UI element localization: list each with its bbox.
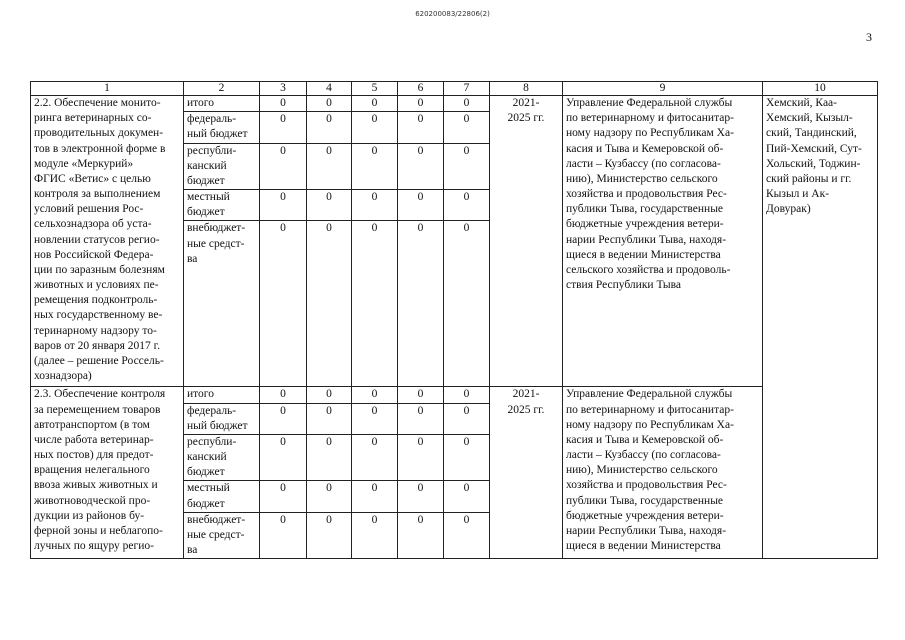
funding-value: 0 [398,112,444,143]
funding-value: 0 [260,387,307,403]
column-header-4: 4 [307,82,352,96]
funding-value: 0 [444,481,490,512]
funding-value: 0 [307,403,352,434]
funding-value: 0 [307,434,352,481]
column-header-8: 8 [490,82,563,96]
funding-value: 0 [444,221,490,387]
funding-value: 0 [352,112,398,143]
column-header-7: 7 [444,82,490,96]
funding-value: 0 [398,190,444,221]
funding-value: 0 [352,403,398,434]
funding-value: 0 [398,481,444,512]
measure-description: 2.3. Обеспечение контроля за перемещением товаров автотранспортом (в том числе работа ветеринар- ных постов) для предот- вращения нелегального ввоза живых животных и животноводческой про- дукции из районов бу- ферной зоны и неблагопо- лучных по ящуру регио- [31,387,184,559]
funding-value: 0 [260,512,307,559]
funding-value: 0 [398,96,444,112]
funding-value: 0 [352,481,398,512]
funding-value: 0 [260,190,307,221]
funding-value: 0 [398,143,444,190]
funding-source: республи- канский бюджет [184,434,260,481]
responsible-executors: Управление Федеральной службы по ветеринарному и фитосанитар- ному надзору по Республикам Ха- касия и Тыва и Кемеровской об- ласти – Кузбассу (по согласова- нию), Министерство сельского хозяйства и продовольствия Рес- публики Тыва, государственные бюджетные учреждения ветери- нарии Республики Тыва, находя- щиеся в ведении Министерства [563,387,763,559]
header-row [31,82,878,96]
funding-value: 0 [444,512,490,559]
table-row [31,96,878,112]
funding-value: 0 [398,387,444,403]
funding-source: республи- канский бюджет [184,143,260,190]
funding-value: 0 [444,434,490,481]
funding-value: 0 [444,112,490,143]
funding-value: 0 [444,96,490,112]
funding-value: 0 [352,512,398,559]
funding-value: 0 [398,221,444,387]
funding-source: местный бюджет [184,481,260,512]
document-id: 620200083/22806(2) [415,10,490,18]
page-number: 3 [866,30,872,44]
implementation-period: 2021- 2025 гг. [490,96,563,387]
funding-value: 0 [398,403,444,434]
funding-value: 0 [260,112,307,143]
funding-value: 0 [307,143,352,190]
funding-value: 0 [307,96,352,112]
districts-cell: Хемский, Каа- Хемский, Кызыл- ский, Тандинский, Пий-Хемский, Сут- Хольский, Тоджин- ский районы и гг. Кызыл и Ак- Довурак) [763,96,878,559]
funding-value: 0 [352,143,398,190]
implementation-period: 2021- 2025 гг. [490,387,563,559]
funding-value: 0 [444,387,490,403]
funding-value: 0 [444,403,490,434]
funding-value: 0 [260,434,307,481]
funding-value: 0 [352,96,398,112]
column-header-3: 3 [260,82,307,96]
column-header-6: 6 [398,82,444,96]
column-header-5: 5 [352,82,398,96]
measure-description: 2.2. Обеспечение монито- ринга ветеринарных со- проводительных докумен- тов в электронной форме в модуле «Меркурий» ФГИС «Ветис» с целью контроля за выполнением условий решения Рос- сельхознадзора об уста- новлении статусов регио- нов Российской Федера- ции по заразным болезням животных и условиях пе- ремещения подконтроль- ных государственному ве- теринарному надзору то- варов от 20 января 2017 г. (далее – решение Россель- хознадзора) [31,96,184,387]
funding-source: местный бюджет [184,190,260,221]
funding-source: итого [184,387,260,403]
funding-value: 0 [444,190,490,221]
funding-value: 0 [352,221,398,387]
funding-source: федераль- ный бюджет [184,112,260,143]
funding-value: 0 [444,143,490,190]
funding-value: 0 [307,112,352,143]
funding-value: 0 [307,221,352,387]
column-header-9: 9 [563,82,763,96]
funding-source: внебюджет- ные средст- ва [184,221,260,387]
funding-value: 0 [260,96,307,112]
funding-value: 0 [260,221,307,387]
funding-value: 0 [307,481,352,512]
measures-table [30,81,878,559]
funding-value: 0 [307,512,352,559]
funding-value: 0 [260,481,307,512]
funding-value: 0 [260,143,307,190]
funding-value: 0 [352,190,398,221]
column-header-2: 2 [184,82,260,96]
funding-value: 0 [398,512,444,559]
funding-value: 0 [352,387,398,403]
responsible-executors: Управление Федеральной службы по ветеринарному и фитосанитар- ному надзору по Республикам Ха- касия и Тыва и Кемеровской об- ласти – Кузбассу (по согласова- нию), Министерство сельского хозяйства и продовольствия Рес- публики Тыва, государственные бюджетные учреждения ветери- нарии Республики Тыва, находя- щиеся в ведении Министерства сельского хозяйства и продоволь- ствия Республики Тыва [563,96,763,387]
funding-source: внебюджет- ные средст- ва [184,512,260,559]
funding-source: федераль- ный бюджет [184,403,260,434]
funding-value: 0 [307,190,352,221]
funding-value: 0 [260,403,307,434]
table-row [31,387,878,403]
column-header-10: 10 [763,82,878,96]
funding-source: итого [184,96,260,112]
funding-value: 0 [352,434,398,481]
funding-value: 0 [307,387,352,403]
funding-value: 0 [398,434,444,481]
column-header-1: 1 [31,82,184,96]
